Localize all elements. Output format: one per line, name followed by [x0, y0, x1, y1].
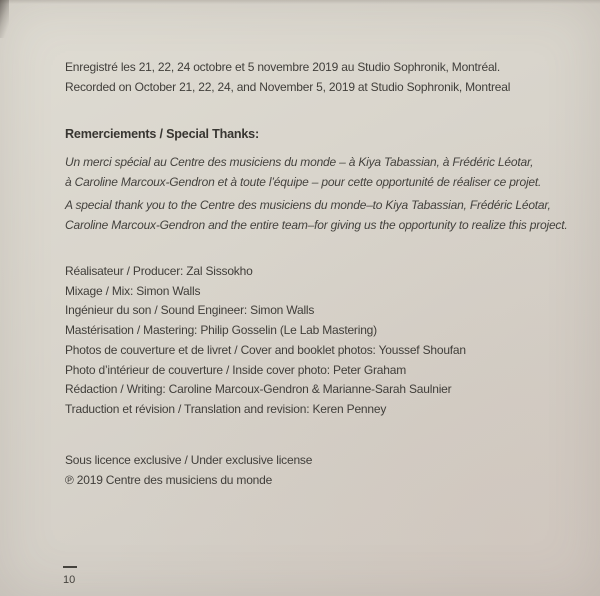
credit-line-translation: Traduction et révision / Translation and revision: Keren Penney: [65, 401, 387, 416]
special-thanks-heading: Remerciements / Special Thanks:: [65, 127, 259, 141]
credit-line-inside-cover-photo: Photo d’intérieur de couverture / Inside cover photo: Peter Graham: [65, 362, 406, 377]
credit-line-sound-engineer: Ingénieur du son / Sound Engineer: Simon Walls: [65, 303, 315, 318]
thanks-en-line2: Caroline Marcoux-Gendron and the entire team–for giving us the opportunity to realize this project.: [65, 218, 568, 232]
license-line1: Sous licence exclusive / Under exclusive license: [65, 453, 313, 467]
license-info: [65, 450, 572, 490]
credit-line-cover-photos: Photos de couverture et de livret / Cover and booklet photos: Youssef Shoufan: [65, 342, 466, 357]
thanks-fr-line1: Un merci spécial au Centre des musiciens du monde – à Kiya Tabassian, à Frédéric Léotar,: [65, 155, 534, 169]
top-edge-shade: [0, 0, 600, 4]
corner-shadow: [0, 0, 9, 38]
credit-line-mastering: Mastérisation / Mastering: Philip Gosselin (Le Lab Mastering): [65, 323, 377, 338]
credits-list: [65, 262, 572, 420]
thanks-fr-line2: à Caroline Marcoux-Gendron et à toute l’équipe – pour cette opportunité de réaliser ce projet.: [65, 175, 542, 189]
license-line2: ℗ 2019 Centre des musiciens du monde: [65, 473, 273, 487]
special-thanks-french: [65, 152, 572, 192]
recording-line-en: Recorded on October 21, 22, 24, and November 5, 2019 at Studio Sophronik, Montreal: [65, 80, 511, 94]
page-number-dash: [63, 566, 77, 568]
credit-line-mix: Mixage / Mix: Simon Walls: [65, 283, 201, 298]
page-number: 10: [63, 574, 76, 586]
recording-line-fr: Enregistré les 21, 22, 24 octobre et 5 novembre 2019 au Studio Sophronik, Montréal.: [65, 60, 501, 74]
thanks-en-line1: A special thank you to the Centre des musiciens du monde–to Kiya Tabassian, Frédéric Léotar,: [65, 198, 551, 212]
recording-info: [65, 57, 572, 97]
credit-line-producer: Réalisateur / Producer: Zal Sissokho: [65, 264, 253, 278]
special-thanks-english: [65, 195, 572, 235]
credit-line-writing: Rédaction / Writing: Caroline Marcoux-Gendron & Marianne-Sarah Saulnier: [65, 382, 452, 397]
